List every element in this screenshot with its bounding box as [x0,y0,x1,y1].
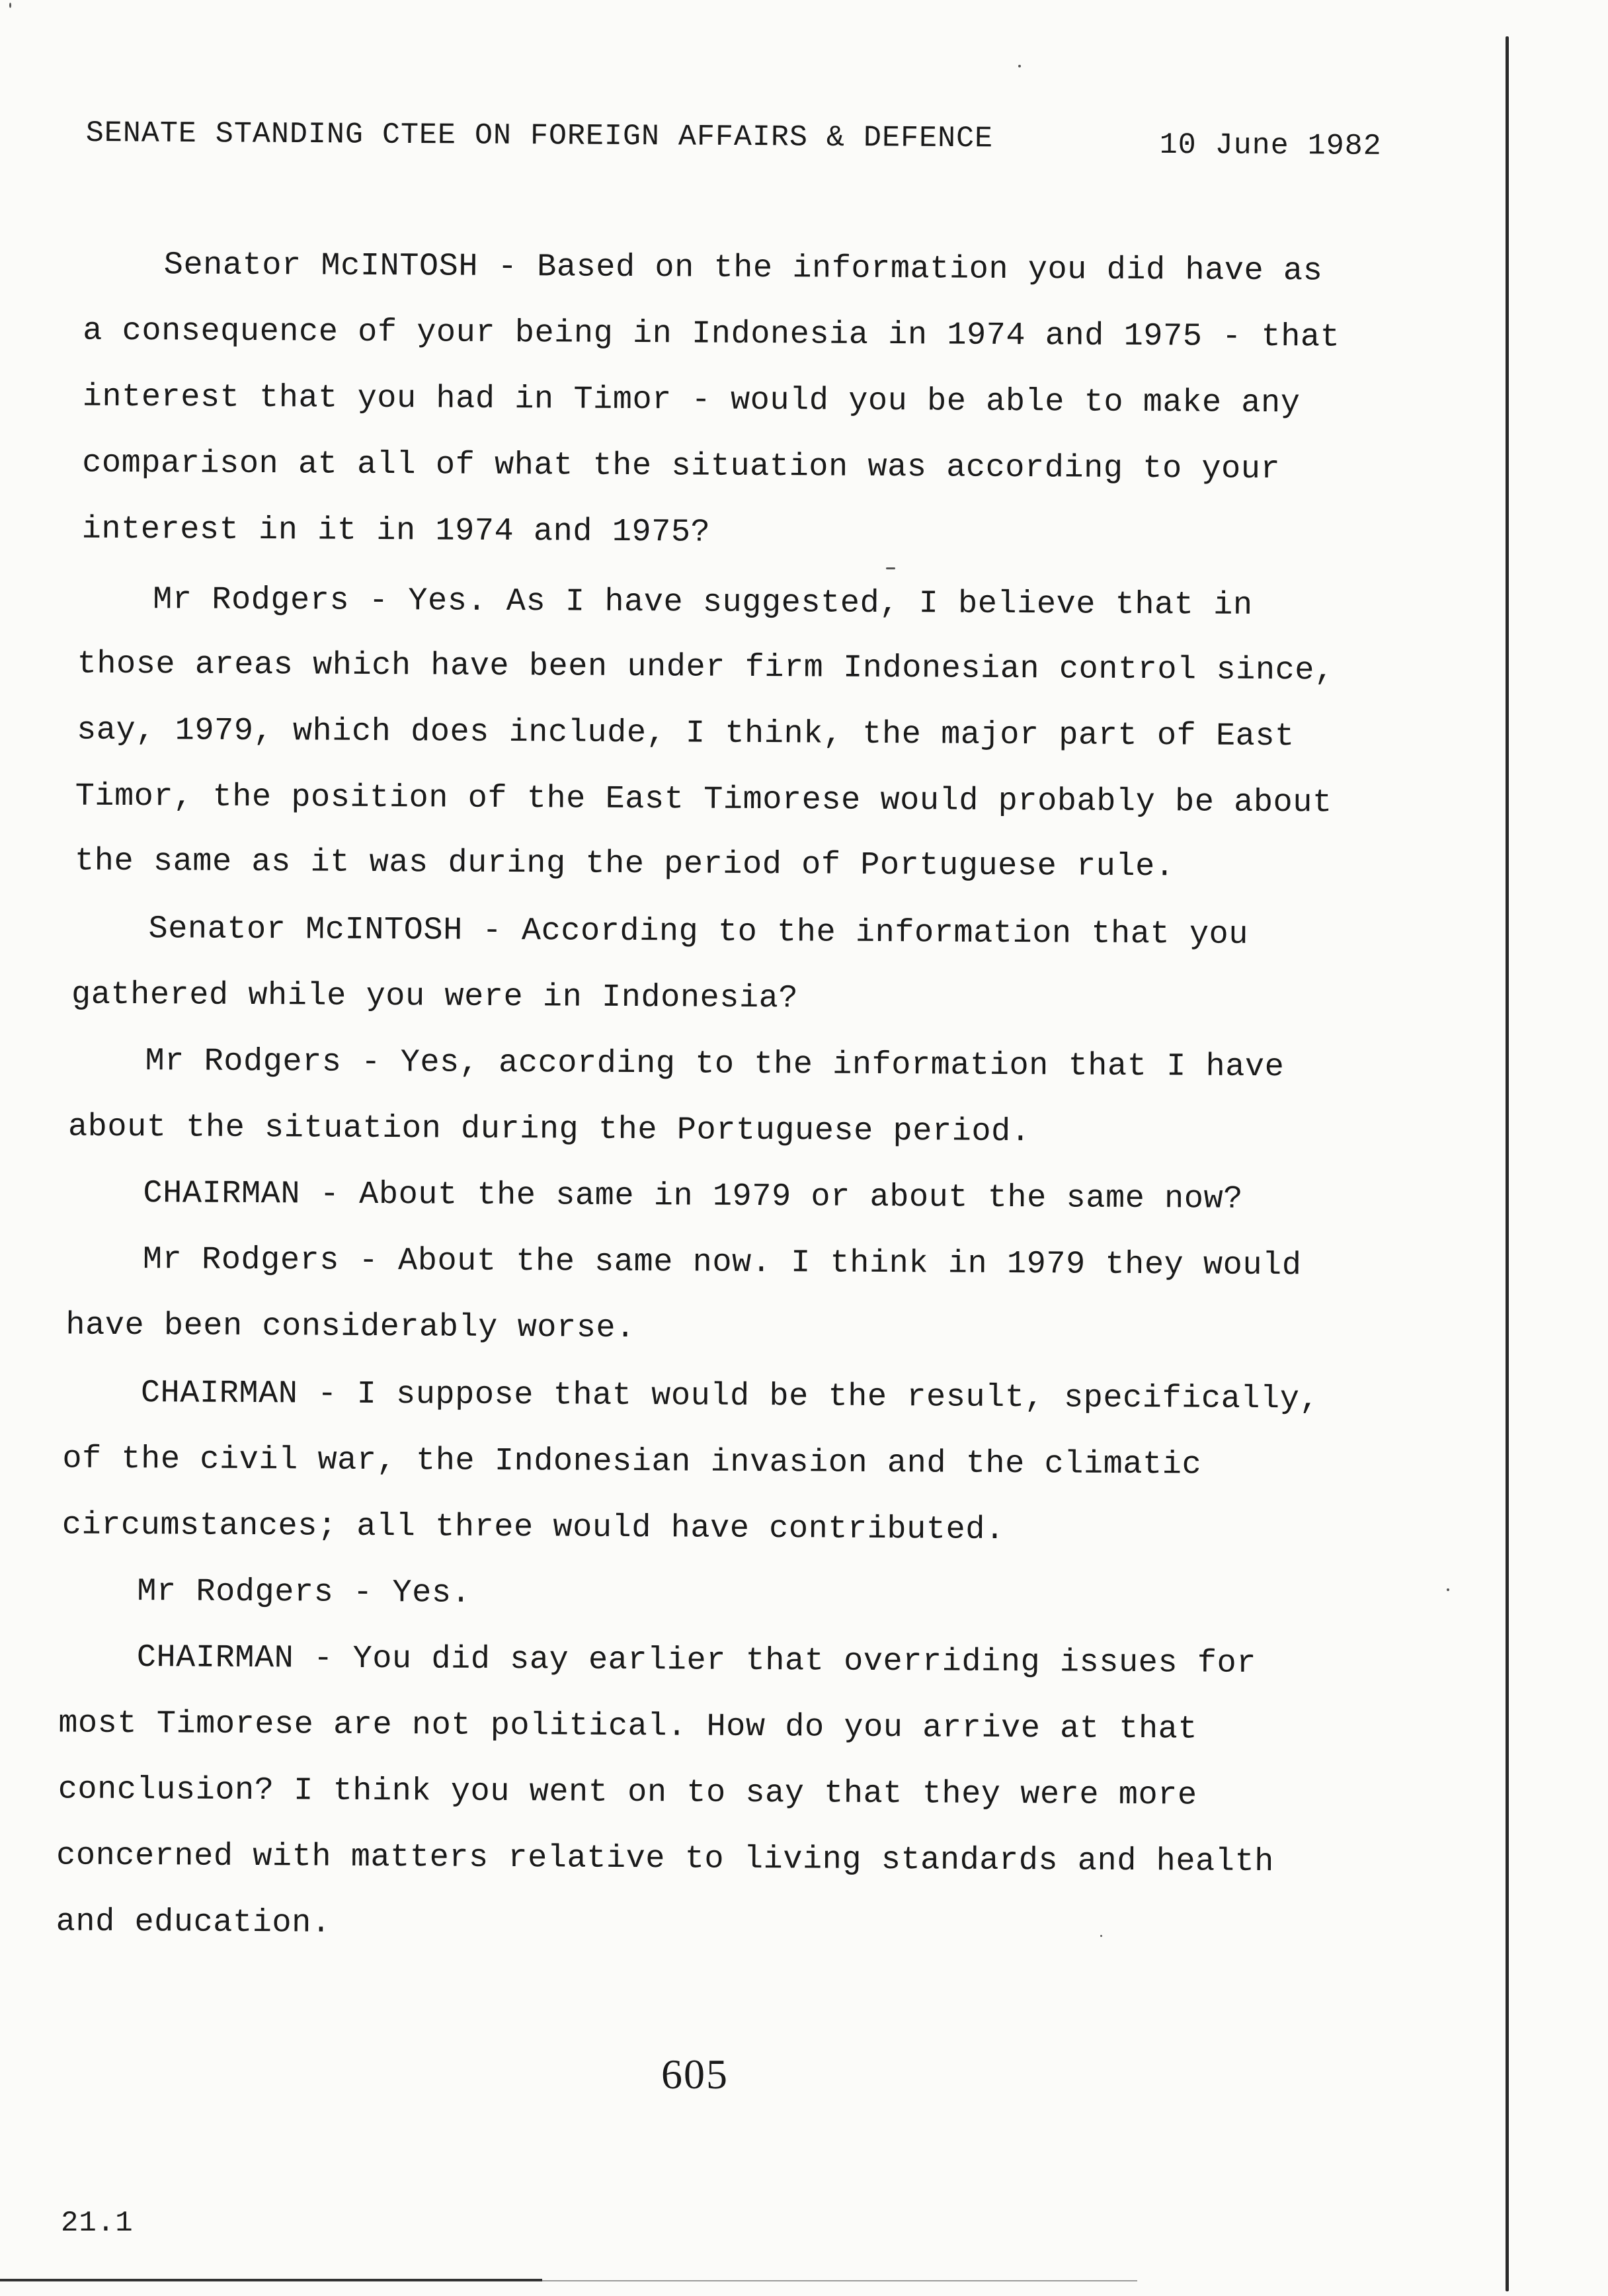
scan-speck [9,3,11,8]
page-header [86,116,1382,164]
transcript-line: CHAIRMAN - I suppose that would be the result, specifically, [140,1375,1320,1418]
transcript-line: Mr Rodgers - About the same now. I think in 1979 they would [142,1241,1302,1284]
transcript-line: Mr Rodgers - Yes. [137,1573,471,1612]
transcript-line: comparison at all of what the situation was according to your [82,444,1281,488]
transcript-line: Senator McINTOSH - Based on the information you did have as [163,247,1323,290]
transcript-line: interest that you had in Timor - would you be able to make any [82,378,1301,422]
transcript-line: of the civil war, the Indonesian invasion and the climatic [62,1440,1202,1483]
scan-speck [1447,1588,1449,1591]
scan-bottom-edge [0,2279,542,2281]
transcript-line: have been considerably worse. [65,1307,636,1347]
scan-bottom-edge-faint [542,2280,1137,2281]
transcript-line: concerned with matters relative to living standards and health [56,1837,1275,1881]
page-number: 605 [661,2051,729,2098]
transcript-line: Timor, the position of the East Timorese would probably be about [75,778,1332,821]
scan-speck [886,567,895,569]
scan-speck [1018,65,1021,67]
transcript-line: the same as it was during the period of Portuguese rule. [74,842,1175,885]
transcript-line: CHAIRMAN - About the same in 1979 or about the same now? [143,1175,1244,1217]
transcript-line: gathered while you were in Indonesia? [71,976,799,1017]
scan-margin-line [1506,36,1509,2291]
transcript-line: say, 1979, which does include, I think, the major part of East [77,712,1295,755]
transcript-line: a consequence of your being in Indonesia in 1974 and 1975 - that [83,312,1340,356]
transcript-line: CHAIRMAN - You did say earlier that overriding issues for [136,1639,1257,1682]
header-title: SENATE STANDING CTEE ON FOREIGN AFFAIRS & DEFENCE [85,116,994,156]
transcript-line: Mr Rodgers - Yes, according to the information that I have [145,1043,1285,1086]
document-reference: 21.1 [61,2207,134,2240]
transcript-line: Senator McINTOSH - According to the information that you [148,911,1249,953]
transcript-line: circumstances; all three would have contributed. [61,1506,1005,1548]
transcript-line: interest in it in 1974 and 1975? [81,511,711,551]
scan-speck [1100,1935,1102,1937]
transcript-line: those areas which have been under firm Indonesian control since, [77,645,1334,689]
transcript-line: conclusion? I think you went on to say that they were more [58,1771,1197,1814]
transcript-line: most Timorese are not political. How do you arrive at that [58,1705,1198,1748]
transcript-line: about the situation during the Portuguese period. [67,1108,1031,1151]
transcript-body [0,245,1608,1942]
transcript-line: Mr Rodgers - Yes. As I have suggested, I believe that in [153,581,1253,624]
transcript-line: and education. [56,1903,331,1942]
header-date: 10 June 1982 [1159,128,1382,163]
